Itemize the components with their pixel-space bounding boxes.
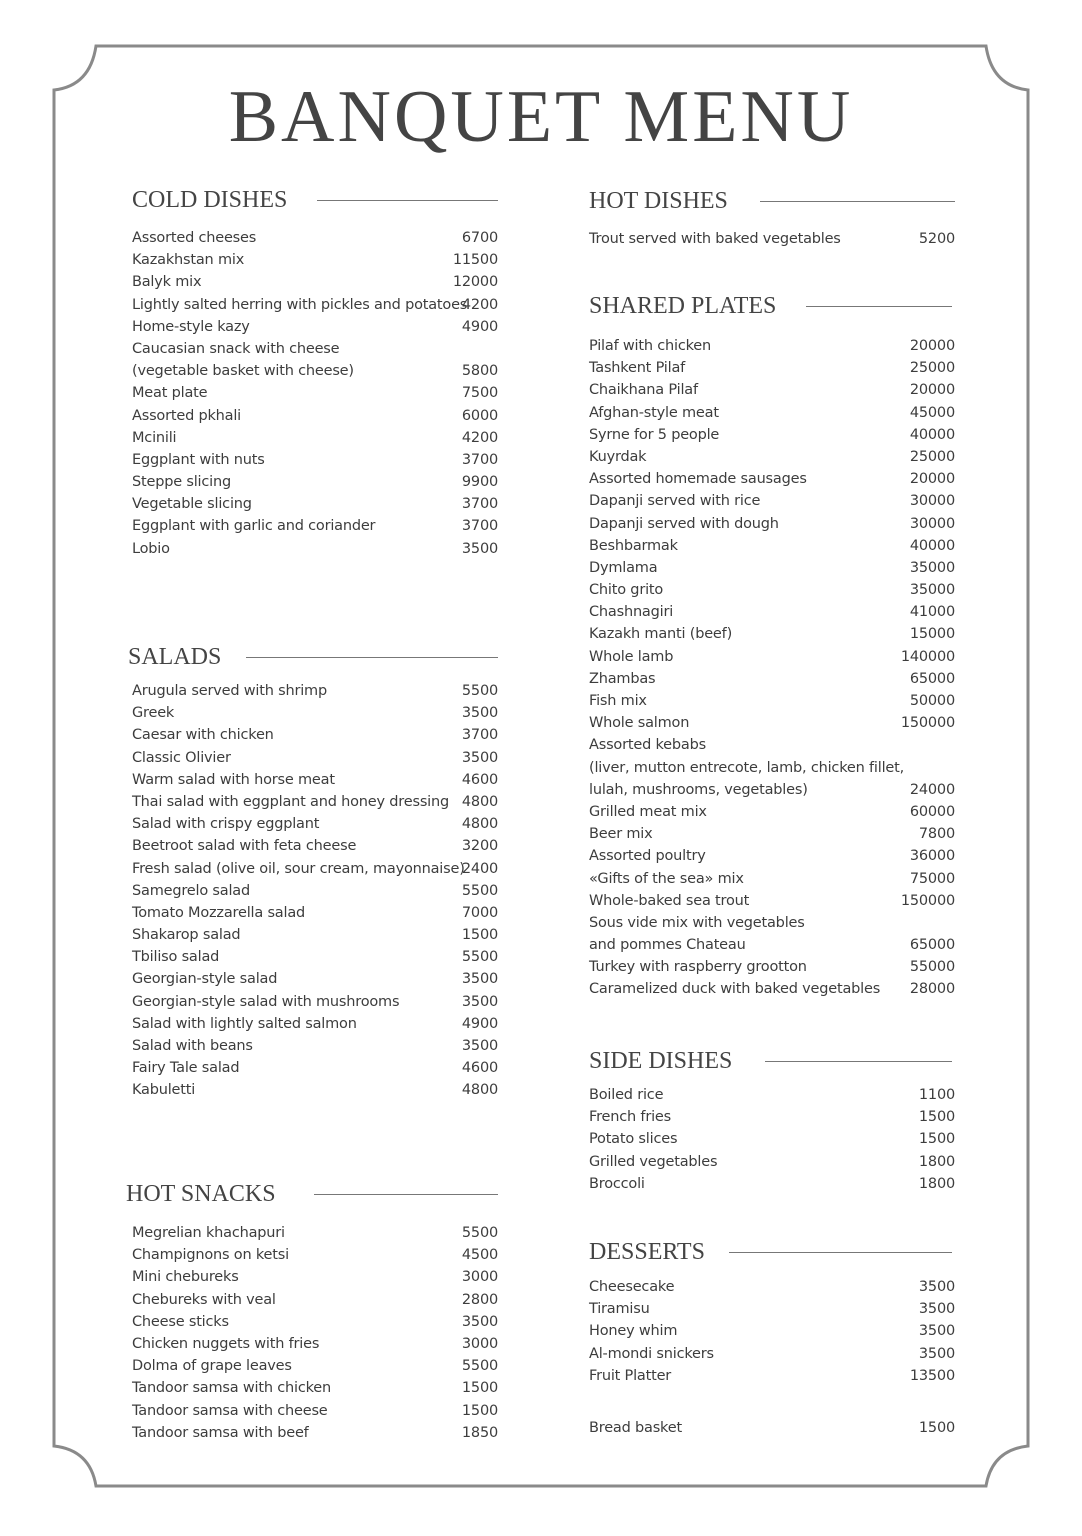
item-name: Tandoor samsa with beef: [132, 1424, 309, 1441]
item-price: 55000: [909, 959, 955, 976]
menu-item: [132, 680, 498, 702]
menu-item: [589, 1276, 955, 1298]
item-name: Home-style kazy: [132, 318, 250, 335]
menu-item: [132, 271, 498, 293]
item-price: 3500: [461, 971, 498, 988]
menu-item: [589, 228, 955, 250]
menu-item: [589, 978, 955, 1000]
item-name: Eggplant with garlic and coriander: [132, 518, 376, 535]
item-name: Al-mondi snickers: [589, 1345, 714, 1362]
item-price: 3700: [461, 518, 498, 535]
item-price: 75000: [909, 870, 955, 887]
menu-item: [132, 1333, 498, 1355]
menu-item: [589, 379, 955, 401]
item-name: Fresh salad (olive oil, sour cream, mayonnaise): [132, 860, 465, 877]
item-price: 3700: [461, 496, 498, 513]
menu-item: [589, 557, 955, 579]
item-name: Assorted poultry: [589, 848, 706, 865]
item-price: 15000: [909, 626, 955, 643]
menu-item: [589, 934, 955, 956]
item-price: 20000: [909, 382, 955, 399]
menu-item: [132, 968, 498, 990]
menu-item: [132, 1400, 498, 1422]
section-cold-dishes: [132, 185, 498, 560]
menu-item: [589, 712, 955, 734]
item-name: Grilled vegetables: [589, 1153, 718, 1170]
menu-item: [589, 956, 955, 978]
section-shared-plates: [589, 291, 955, 1001]
item-price: 9900: [461, 474, 498, 491]
item-price: 4900: [461, 318, 498, 335]
menu-item: [589, 513, 955, 535]
menu-item-bread-basket: [589, 1417, 955, 1439]
menu-item: [132, 471, 498, 493]
item-name: Tandoor samsa with chicken: [132, 1380, 331, 1397]
item-name: Eggplant with nuts: [132, 451, 265, 468]
menu-item: [132, 249, 498, 271]
item-price: 30000: [909, 515, 955, 532]
item-list: [126, 1222, 498, 1444]
item-price: 3700: [461, 727, 498, 744]
item-price: 3500: [461, 749, 498, 766]
item-name: Shakarop salad: [132, 927, 241, 944]
item-name: Megrelian khachapuri: [132, 1225, 285, 1241]
menu-item: [589, 912, 955, 934]
menu-item: [132, 227, 498, 249]
item-name: Lobio: [132, 540, 170, 557]
menu-item: [132, 747, 498, 769]
section-side-dishes: [589, 1046, 955, 1195]
item-price: 1500: [461, 927, 498, 944]
menu-item: [589, 1173, 955, 1195]
item-price: 1500: [918, 1419, 955, 1436]
section-title: SIDE DISHES: [589, 1046, 738, 1076]
item-price: 5500: [461, 1225, 498, 1241]
menu-item: [132, 316, 498, 338]
item-price: 12000: [452, 274, 498, 291]
item-name: Arugula served with shrimp: [132, 683, 327, 699]
menu-item: [132, 1377, 498, 1399]
item-price: 20000: [909, 471, 955, 488]
item-price: 4800: [461, 1082, 498, 1099]
menu-item: [589, 1084, 955, 1106]
item-price: 20000: [909, 338, 955, 354]
menu-item: [589, 1128, 955, 1150]
menu-item: [132, 880, 498, 902]
menu-item: [132, 515, 498, 537]
item-price: 1850: [461, 1424, 498, 1441]
item-name: Afghan-style meat: [589, 404, 719, 421]
item-name: Boiled rice: [589, 1087, 664, 1103]
item-price: 11500: [452, 252, 498, 269]
section-rule: [317, 200, 498, 201]
item-name: Beshbarmak: [589, 537, 678, 554]
menu-item: [589, 535, 955, 557]
menu-item: [589, 468, 955, 490]
item-price: 3500: [461, 993, 498, 1010]
item-name: Zhambas: [589, 670, 656, 687]
item-name: Beetroot salad with feta cheese: [132, 838, 357, 855]
item-list: [132, 227, 498, 560]
item-name: Caesar with chicken: [132, 727, 274, 744]
section-title: COLD DISHES: [132, 185, 293, 215]
item-price: 1100: [918, 1087, 955, 1103]
section-rule: [314, 1194, 498, 1195]
item-name: Tashkent Pilaf: [589, 360, 686, 377]
menu-item: [132, 835, 498, 857]
item-list: [589, 1276, 955, 1387]
item-name: Whole salmon: [589, 715, 690, 732]
item-list: [589, 335, 955, 1001]
item-name: Bread basket: [589, 1419, 682, 1436]
item-price: 3500: [918, 1301, 955, 1318]
item-price: 6700: [461, 230, 498, 246]
item-price: 4500: [461, 1247, 498, 1264]
menu-item: [132, 338, 498, 360]
item-price: 3000: [461, 1335, 498, 1352]
menu-item: [589, 779, 955, 801]
menu-item: [589, 1343, 955, 1365]
item-name: Cheese sticks: [132, 1313, 229, 1330]
item-name: Sous vide mix with vegetables: [589, 914, 805, 931]
menu-item: [589, 734, 955, 756]
item-price: 1800: [918, 1175, 955, 1192]
menu-item: [589, 623, 955, 645]
item-name: (vegetable basket with cheese): [132, 363, 354, 380]
section-rule: [806, 306, 952, 307]
item-name: Thai salad with eggplant and honey dressing: [132, 793, 449, 810]
item-price: 4200: [461, 429, 498, 446]
item-name: Turkey with raspberry grootton: [589, 959, 807, 976]
section-hot-dishes: [589, 186, 955, 250]
item-name: Honey whim: [589, 1323, 678, 1340]
item-name: Kazakhstan mix: [132, 252, 245, 269]
item-name: Dapanji served with rice: [589, 493, 761, 510]
item-price: 3000: [461, 1269, 498, 1286]
item-price: 4900: [461, 1015, 498, 1032]
item-price: 3500: [461, 705, 498, 722]
item-price: 1500: [918, 1131, 955, 1148]
item-name: Salad with lightly salted salmon: [132, 1015, 357, 1032]
item-price: 36000: [909, 848, 955, 865]
item-name: Caucasian snack with cheese: [132, 340, 340, 357]
item-price: 5200: [918, 231, 955, 247]
menu-item: [589, 890, 955, 912]
menu-item: [589, 690, 955, 712]
item-name: Salad with crispy eggplant: [132, 816, 320, 833]
item-price: 25000: [909, 448, 955, 465]
item-name: Chito grito: [589, 582, 664, 599]
item-name: Pilaf with chicken: [589, 338, 712, 354]
item-name: Balyk mix: [132, 274, 202, 291]
section-rule: [760, 201, 955, 202]
item-price: 4800: [461, 816, 498, 833]
item-price: 4600: [461, 1060, 498, 1077]
item-name: Potato slices: [589, 1131, 678, 1148]
item-name: Georgian-style salad: [132, 971, 278, 988]
item-name: Chashnagiri: [589, 604, 674, 621]
item-price: 7500: [461, 385, 498, 402]
item-name: Vegetable slicing: [132, 496, 252, 513]
item-name: Trout served with baked vegetables: [589, 231, 841, 247]
item-name: Whole lamb: [589, 648, 674, 665]
section-rule: [729, 1252, 952, 1253]
item-name: Dymlama: [589, 559, 658, 576]
menu-item: [132, 1079, 498, 1101]
menu-item: [589, 1365, 955, 1387]
section-rule: [246, 657, 498, 658]
item-price: 6000: [461, 407, 498, 424]
item-price: 65000: [909, 937, 955, 954]
menu-item: [132, 538, 498, 560]
item-name: Fruit Platter: [589, 1367, 672, 1384]
menu-item: [589, 845, 955, 867]
item-price: 35000: [909, 582, 955, 599]
menu-item: [589, 601, 955, 623]
menu-item: [132, 1289, 498, 1311]
item-price: 40000: [909, 426, 955, 443]
menu-item: [132, 294, 498, 316]
item-price: 1500: [461, 1380, 498, 1397]
item-price: 5500: [461, 1358, 498, 1375]
item-price: 1800: [918, 1153, 955, 1170]
item-list: [589, 1084, 955, 1195]
item-name: and pommes Chateau: [589, 937, 746, 954]
item-name: Kuyrdak: [589, 448, 647, 465]
item-name: Whole-baked sea trout: [589, 892, 750, 909]
item-price: 5500: [461, 683, 498, 699]
item-price: 2400: [461, 860, 498, 877]
item-price: 150000: [900, 892, 955, 909]
menu-item: [132, 405, 498, 427]
item-name: Salad with beans: [132, 1038, 253, 1054]
menu-item: [132, 449, 498, 471]
item-name: Greek: [132, 705, 175, 722]
item-name: Fairy Tale salad: [132, 1060, 240, 1077]
menu-item: [589, 1298, 955, 1320]
item-name: Chicken nuggets with fries: [132, 1335, 320, 1352]
menu-item: [589, 424, 955, 446]
item-price: 13500: [909, 1367, 955, 1384]
item-name: Syrne for 5 people: [589, 426, 720, 443]
item-name: «Gifts of the sea» mix: [589, 870, 744, 887]
menu-item: [132, 813, 498, 835]
menu-item: [132, 991, 498, 1013]
menu-item: [589, 490, 955, 512]
item-name: Lightly salted herring with pickles and potatoes: [132, 296, 468, 313]
item-name: Champignons on ketsi: [132, 1247, 289, 1264]
menu-item: [589, 357, 955, 379]
item-list: [128, 680, 498, 1102]
item-name: Tiramisu: [589, 1301, 650, 1318]
item-price: 65000: [909, 670, 955, 687]
item-name: Chaikhana Pilaf: [589, 382, 698, 399]
item-name: Assorted pkhali: [132, 407, 242, 424]
item-name: Samegrelo salad: [132, 882, 250, 899]
section-title: SALADS: [128, 642, 227, 672]
item-price: 5500: [461, 882, 498, 899]
section-title: SHARED PLATES: [589, 291, 782, 321]
item-price: 3500: [918, 1279, 955, 1295]
menu-item: [132, 769, 498, 791]
menu-item: [132, 791, 498, 813]
item-price: 4200: [461, 296, 498, 313]
section-salads: [128, 642, 498, 1102]
menu-item: [589, 823, 955, 845]
item-name: Beer mix: [589, 826, 653, 843]
item-price: 3500: [461, 1038, 498, 1054]
menu-item: [132, 1222, 498, 1244]
item-price: 30000: [909, 493, 955, 510]
item-name: Tbiliso salad: [132, 949, 220, 966]
menu-item: [589, 402, 955, 424]
section-rule: [765, 1061, 952, 1062]
menu-item: [132, 1013, 498, 1035]
item-price: 3200: [461, 838, 498, 855]
item-price: 5800: [461, 363, 498, 380]
item-list: [589, 228, 955, 250]
item-name: (liver, mutton entrecote, lamb, chicken fillet,: [589, 759, 905, 776]
item-price: 3700: [461, 451, 498, 468]
item-name: Fish mix: [589, 693, 647, 709]
item-name: Mini chebureks: [132, 1269, 239, 1286]
menu-item: [589, 646, 955, 668]
item-name: Assorted cheeses: [132, 230, 257, 246]
menu-item: [589, 335, 955, 357]
item-price: 60000: [909, 803, 955, 820]
item-price: 41000: [909, 604, 955, 621]
menu-title: BANQUET MENU: [228, 76, 854, 158]
menu-item: [132, 1422, 498, 1444]
item-name: Tomato Mozzarella salad: [132, 904, 306, 921]
item-name: Cheesecake: [589, 1279, 675, 1295]
menu-item: [589, 868, 955, 890]
item-name: Caramelized duck with baked vegetables: [589, 981, 881, 998]
menu-item: [589, 446, 955, 468]
item-name: Kabuletti: [132, 1082, 196, 1099]
item-name: Steppe slicing: [132, 474, 231, 491]
menu-item: [132, 702, 498, 724]
menu-item: [132, 1355, 498, 1377]
item-price: 2800: [461, 1291, 498, 1308]
menu-item: [589, 579, 955, 601]
item-price: 4800: [461, 793, 498, 810]
item-name: Tandoor samsa with cheese: [132, 1402, 328, 1419]
item-name: Dapanji served with dough: [589, 515, 779, 532]
menu-item: [132, 493, 498, 515]
item-name: Dolma of grape leaves: [132, 1358, 292, 1375]
section-desserts: [589, 1237, 955, 1439]
menu-item: [132, 382, 498, 404]
menu-item: [589, 801, 955, 823]
item-price: 40000: [909, 537, 955, 554]
item-name: Chebureks with veal: [132, 1291, 276, 1308]
item-name: lulah, mushrooms, vegetables): [589, 781, 808, 798]
item-price: 3500: [918, 1323, 955, 1340]
menu-item: [132, 1266, 498, 1288]
menu-item: [589, 1320, 955, 1342]
item-name: French fries: [589, 1109, 671, 1126]
menu-item: [132, 1057, 498, 1079]
section-title: HOT DISHES: [589, 186, 734, 216]
item-name: Assorted homemade sausages: [589, 471, 807, 488]
item-price: 45000: [909, 404, 955, 421]
menu-item: [132, 1311, 498, 1333]
menu-item: [589, 757, 955, 779]
item-price: 7800: [918, 826, 955, 843]
item-name: Warm salad with horse meat: [132, 771, 335, 788]
item-price: 4600: [461, 771, 498, 788]
item-price: 7000: [461, 904, 498, 921]
menu-item: [132, 902, 498, 924]
item-price: 1500: [918, 1109, 955, 1126]
menu-item: [132, 360, 498, 382]
menu-item: [132, 858, 498, 880]
item-price: 28000: [909, 981, 955, 998]
item-price: 50000: [909, 693, 955, 709]
item-price: 3500: [461, 540, 498, 557]
menu-item: [132, 1035, 498, 1057]
section-title: HOT SNACKS: [126, 1179, 282, 1209]
menu-item: [132, 1244, 498, 1266]
item-name: Kazakh manti (beef): [589, 626, 733, 643]
item-name: Grilled meat mix: [589, 803, 707, 820]
menu-item: [589, 1151, 955, 1173]
item-price: 3500: [918, 1345, 955, 1362]
menu-item: [589, 1106, 955, 1128]
item-price: 150000: [900, 715, 955, 732]
item-price: 3500: [461, 1313, 498, 1330]
item-name: Classic Olivier: [132, 749, 231, 766]
menu-item: [132, 924, 498, 946]
item-name: Assorted kebabs: [589, 737, 706, 754]
section-title: DESSERTS: [589, 1237, 711, 1267]
item-price: 140000: [900, 648, 955, 665]
section-hot-snacks: [126, 1179, 498, 1444]
item-name: Broccoli: [589, 1175, 645, 1192]
menu-item: [589, 668, 955, 690]
menu-item: [132, 724, 498, 746]
item-price: 24000: [909, 781, 955, 798]
menu-item: [132, 946, 498, 968]
item-price: 25000: [909, 360, 955, 377]
item-price: 1500: [461, 1402, 498, 1419]
menu-item: [132, 427, 498, 449]
item-name: Mcinili: [132, 429, 177, 446]
item-price: 5500: [461, 949, 498, 966]
item-price: 35000: [909, 559, 955, 576]
item-name: Meat plate: [132, 385, 208, 402]
item-name: Georgian-style salad with mushrooms: [132, 993, 400, 1010]
